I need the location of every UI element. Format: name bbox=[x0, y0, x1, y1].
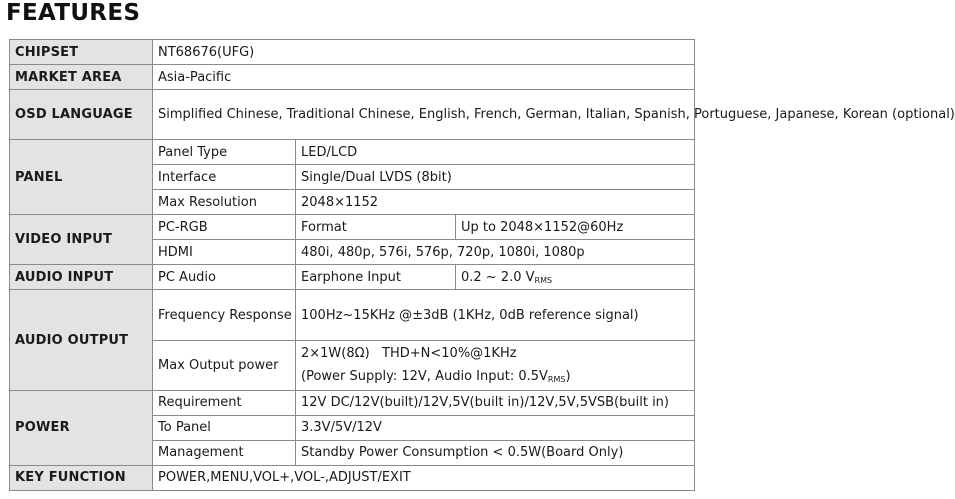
table-row-requirement bbox=[10, 390, 695, 415]
earphone-input-label: Earphone Input bbox=[296, 265, 456, 290]
requirement-value: 12V DC/12V(built)/12V,5V(built in)/12V,5V,5VSB(built in) bbox=[296, 390, 695, 415]
power-supply-text: (Power Supply: 12V, Audio Input: 0.5V bbox=[301, 369, 548, 385]
power-supply-close: ) bbox=[565, 369, 571, 385]
osd-language-label: OSD LANGUAGE bbox=[10, 90, 153, 140]
management-value: Standby Power Consumption < 0.5W(Board Only) bbox=[296, 440, 695, 465]
table-row-chipset bbox=[10, 40, 695, 65]
panel-label: PANEL bbox=[10, 140, 153, 215]
osd-language-value: Simplified Chinese, Traditional Chinese, English, French, German, Italian, Spanish, Portuguese, Japanese, Korean (optional) bbox=[153, 90, 695, 140]
max-output-power-value bbox=[296, 340, 695, 390]
table-row-frequency-response bbox=[10, 290, 695, 340]
audio-input-range: 0.2 ~ 2.0 V bbox=[461, 269, 535, 285]
pc-audio-name: PC Audio bbox=[153, 265, 296, 290]
frequency-response-name: Frequency Response bbox=[153, 290, 296, 340]
audio-input-unit: RMS bbox=[534, 275, 553, 285]
interface-name: Interface bbox=[153, 165, 296, 190]
table-row-audio-input bbox=[10, 265, 695, 290]
market-area-label: MARKET AREA bbox=[10, 65, 153, 90]
power-supply-unit: RMS bbox=[547, 375, 566, 385]
key-function-value: POWER,MENU,VOL+,VOL-,ADJUST/EXIT bbox=[153, 465, 695, 490]
audio-input-value bbox=[456, 265, 695, 290]
to-panel-value: 3.3V/5V/12V bbox=[296, 415, 695, 440]
panel-type-value: LED/LCD bbox=[296, 140, 695, 165]
pc-rgb-name: PC-RGB bbox=[153, 215, 296, 240]
pc-rgb-sub: Format bbox=[296, 215, 456, 240]
audio-input-label: AUDIO INPUT bbox=[10, 265, 153, 290]
audio-output-label: AUDIO OUTPUT bbox=[10, 290, 153, 390]
hdmi-value: 480i, 480p, 576i, 576p, 720p, 1080i, 1080p bbox=[296, 240, 695, 265]
max-resolution-value: 2048×1152 bbox=[296, 190, 695, 215]
market-area-value: Asia-Pacific bbox=[153, 65, 695, 90]
panel-type-name: Panel Type bbox=[153, 140, 296, 165]
table-row-panel-type bbox=[10, 140, 695, 165]
max-resolution-name: Max Resolution bbox=[153, 190, 296, 215]
max-output-power-name: Max Output power bbox=[153, 340, 296, 390]
table-row-key-function bbox=[10, 465, 695, 490]
requirement-name: Requirement bbox=[153, 390, 296, 415]
table-row-pc-rgb bbox=[10, 215, 695, 240]
page-title: FEATURES bbox=[6, 0, 141, 26]
table-row-market-area bbox=[10, 65, 695, 90]
key-function-label: KEY FUNCTION bbox=[10, 465, 153, 490]
max-output-power-line1: 2×1W(8Ω) THD+N<10%@1KHz bbox=[301, 346, 517, 362]
chipset-value: NT68676(UFG) bbox=[153, 40, 695, 65]
chipset-label: CHIPSET bbox=[10, 40, 153, 65]
table-row-osd-language bbox=[10, 90, 695, 140]
frequency-response-value: 100Hz~15KHz @±3dB (1KHz, 0dB reference signal) bbox=[296, 290, 695, 340]
features-table bbox=[9, 39, 955, 491]
to-panel-name: To Panel bbox=[153, 415, 296, 440]
video-input-label: VIDEO INPUT bbox=[10, 215, 153, 265]
power-label: POWER bbox=[10, 390, 153, 465]
hdmi-name: HDMI bbox=[153, 240, 296, 265]
max-output-power-line2 bbox=[301, 365, 694, 388]
management-name: Management bbox=[153, 440, 296, 465]
pc-rgb-value: Up to 2048×1152@60Hz bbox=[456, 215, 695, 240]
interface-value: Single/Dual LVDS (8bit) bbox=[296, 165, 695, 190]
